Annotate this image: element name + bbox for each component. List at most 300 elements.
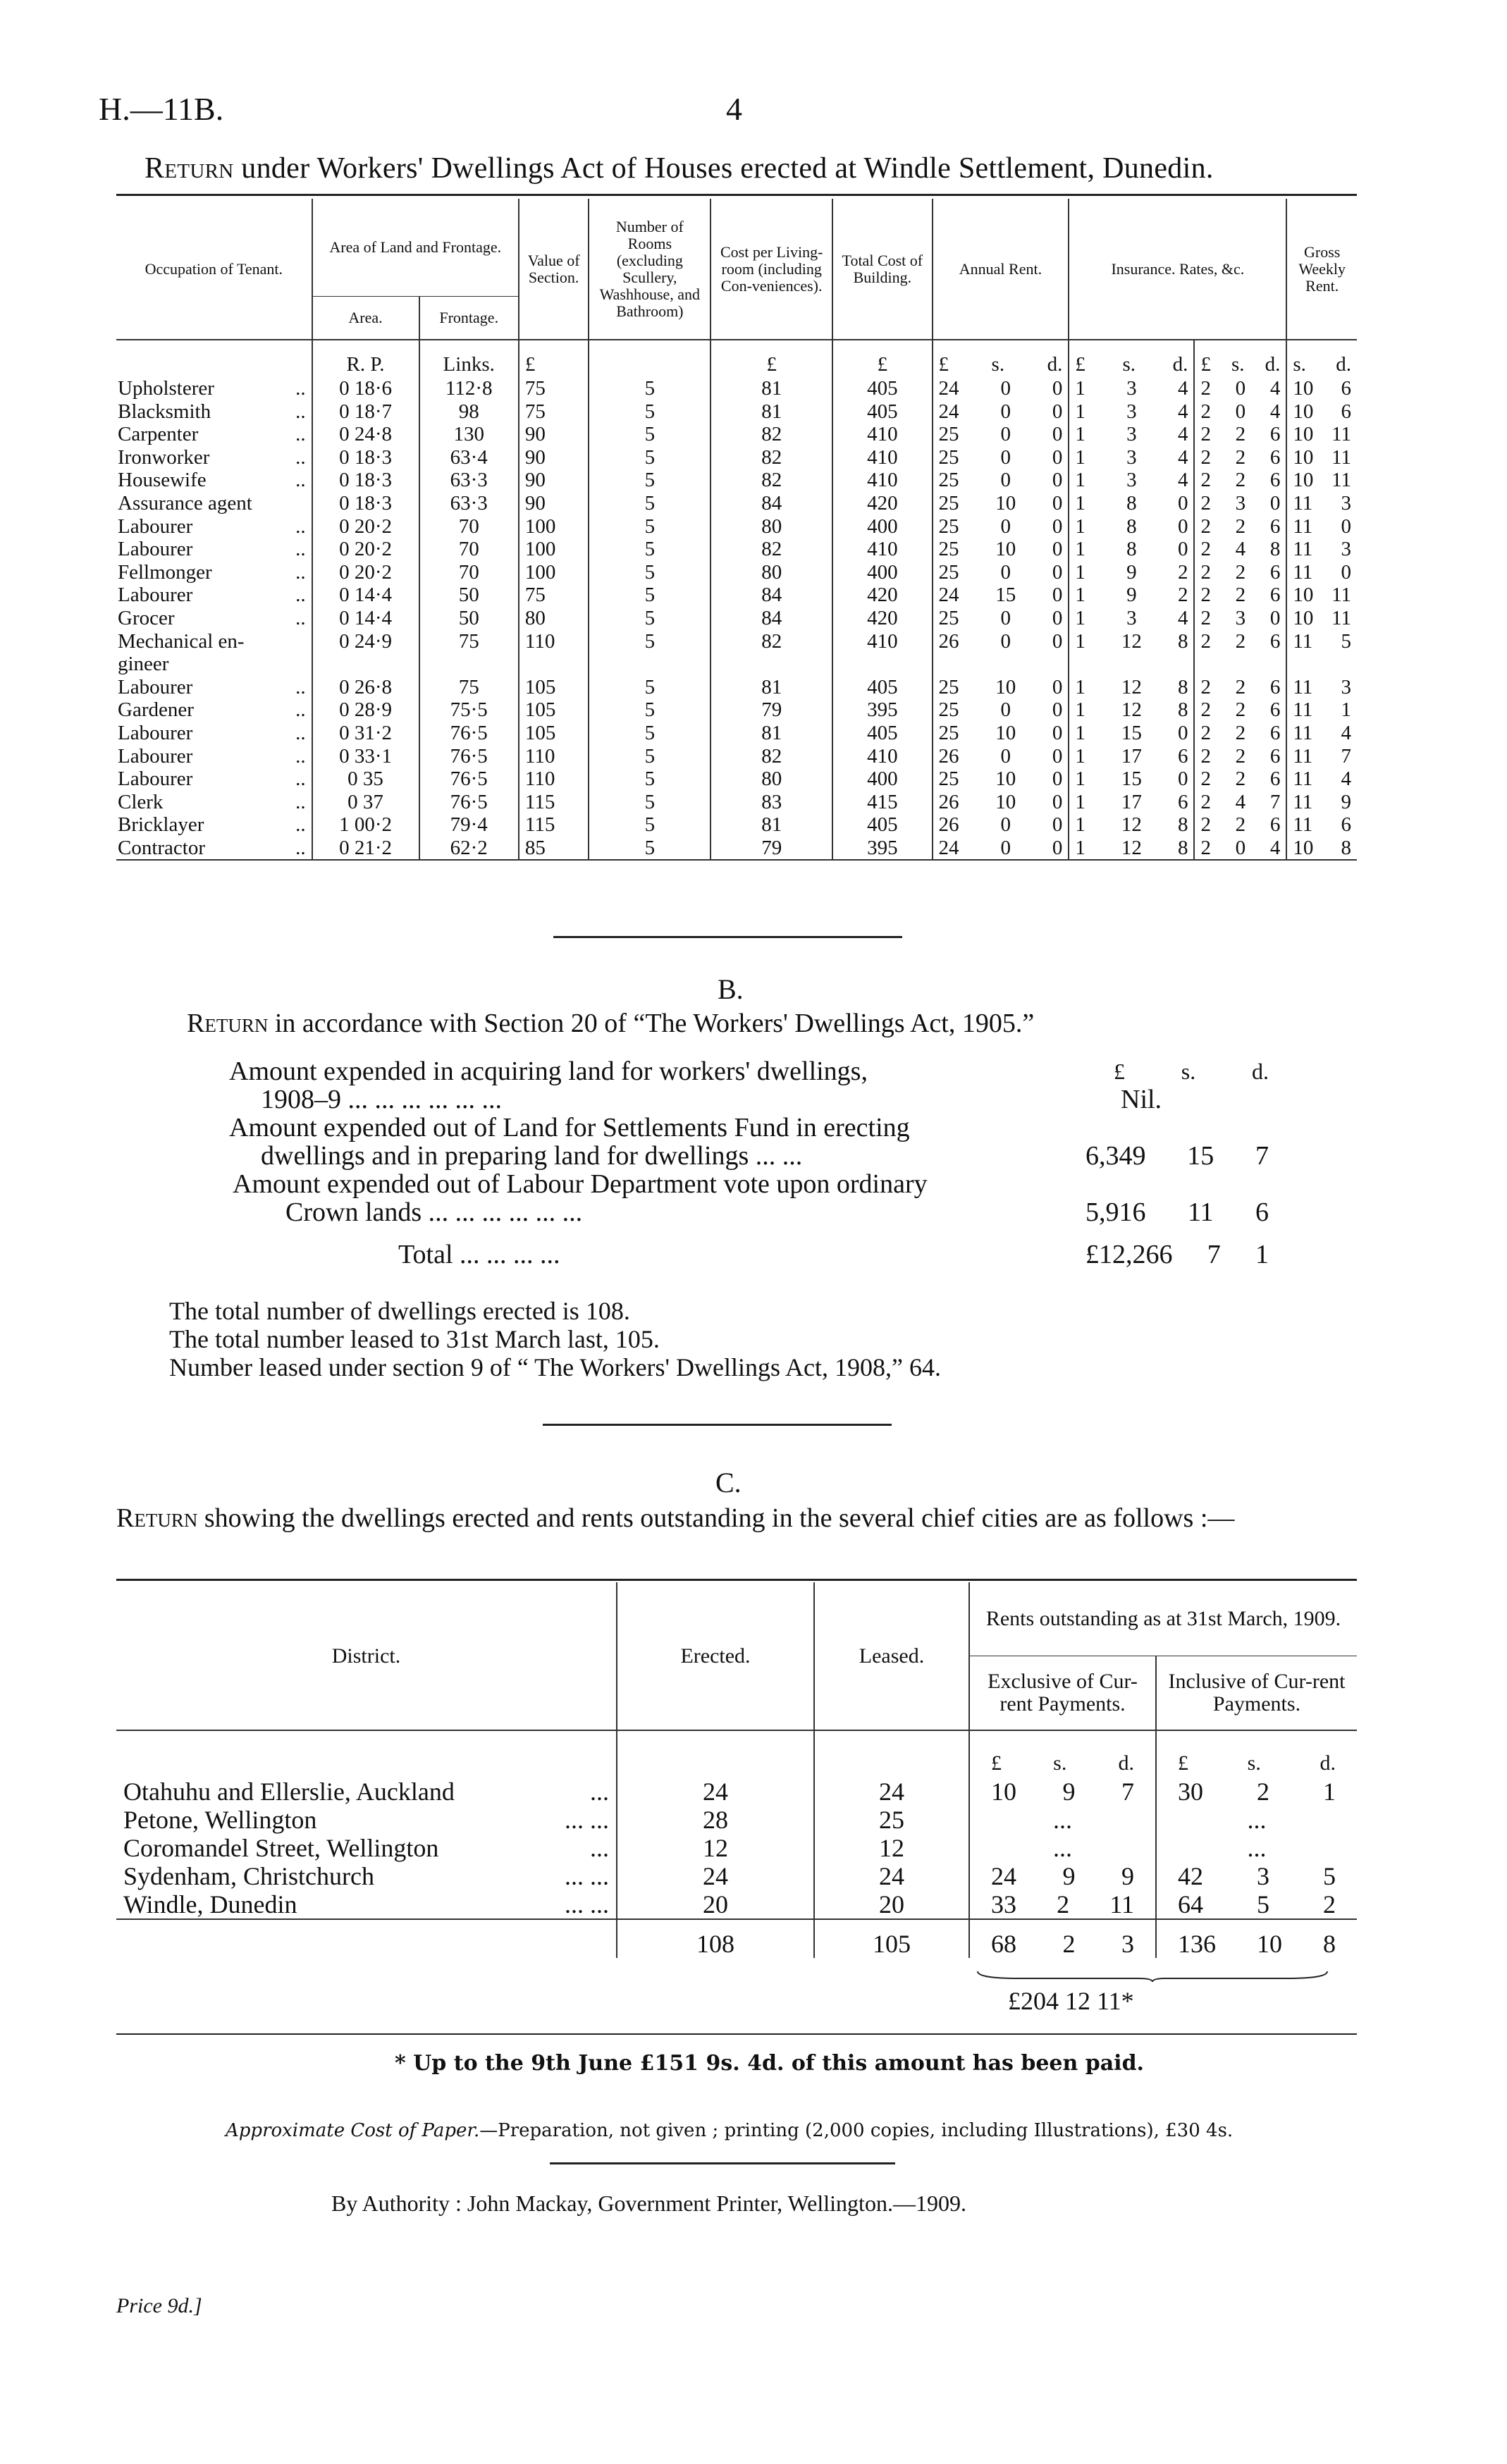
rent-part: 15 — [995, 584, 1016, 607]
ins-part: 12 — [1121, 629, 1142, 653]
ins-part: 2 — [1177, 560, 1188, 584]
rent-part: 0 — [1052, 400, 1063, 423]
rooms-cell: 5 — [589, 538, 711, 561]
total-cost-cell: 405 — [832, 377, 932, 400]
occupation: Labourer — [118, 675, 193, 698]
gross-part: 11 — [1293, 491, 1313, 515]
rates-part: 0 — [1235, 836, 1246, 859]
area-cell: 0 21·2 — [312, 837, 419, 861]
occupation: Clerk — [118, 790, 164, 813]
amount-part: 9 — [1062, 1862, 1076, 1890]
ins-part: 0 — [1177, 491, 1188, 515]
cost-cell: 80 — [711, 561, 832, 584]
table-row — [116, 377, 1357, 400]
exclusive-cell — [969, 1778, 1156, 1806]
occupation: Ironworker — [118, 445, 210, 469]
area-cell: 0 26·8 — [312, 676, 419, 699]
frontage-cell: 70 — [419, 515, 519, 538]
gross-part: 3 — [1341, 675, 1351, 698]
cost-cell: 84 — [711, 607, 832, 630]
rent-part: 0 — [1000, 400, 1011, 423]
cost-cell — [711, 653, 832, 676]
total-cost-cell: 410 — [832, 745, 932, 768]
rates-part: 2 — [1200, 790, 1211, 813]
rates-cell — [1194, 446, 1286, 469]
area-cell: 0 31·2 — [312, 722, 419, 745]
ins-part: 1 — [1075, 445, 1085, 469]
return-word: Return — [144, 152, 234, 185]
table-row — [116, 423, 1357, 446]
ins-part: 0 — [1177, 768, 1188, 791]
insurance-cell — [1069, 698, 1194, 722]
table-row — [116, 791, 1357, 814]
b-line3-pounds: 5,916 — [1085, 1197, 1146, 1227]
occupation-cell — [116, 584, 312, 607]
value-cell: 105 — [519, 722, 589, 745]
occupation-dots: .. — [295, 698, 306, 722]
gross-rent-cell — [1286, 745, 1357, 768]
rates-cell — [1194, 492, 1286, 515]
rent-part: 0 — [1000, 698, 1011, 722]
gross-part: 10 — [1293, 400, 1314, 423]
b-units — [1085, 1057, 1269, 1085]
value-cell: 75 — [519, 400, 589, 424]
ins-part: 8 — [1177, 629, 1188, 653]
area-cell: 0 20·2 — [312, 538, 419, 561]
rates-part: 6 — [1269, 560, 1281, 584]
price: Price 9d.] — [116, 2294, 202, 2317]
rates-part: 2 — [1200, 377, 1211, 400]
district-dots: ... — [590, 1834, 609, 1862]
occupation: Blacksmith — [118, 400, 211, 423]
occupation: Labourer — [118, 768, 193, 791]
occupation-cell — [116, 676, 312, 699]
rates-part: 0 — [1235, 377, 1246, 400]
section-c-title — [116, 1503, 1357, 1534]
frontage-cell: 76·5 — [419, 745, 519, 768]
b-line2-pence: 7 — [1255, 1141, 1269, 1171]
rent-part: 0 — [1052, 469, 1063, 492]
c-bottom-rule — [116, 2033, 1357, 2035]
gross-rent-cell — [1286, 768, 1357, 791]
header-annual-rent: Annual Rent. — [933, 199, 1069, 340]
ins-part: 1 — [1075, 606, 1085, 629]
b-line3-shillings: 11 — [1187, 1197, 1214, 1227]
rates-part: 2 — [1235, 721, 1246, 744]
rates-part: 2 — [1200, 836, 1211, 859]
rooms-cell: 5 — [589, 469, 711, 492]
rent-part: 10 — [995, 538, 1016, 561]
occupation-dots: .. — [295, 469, 306, 492]
ins-part: 1 — [1075, 675, 1085, 698]
rent-part: 10 — [995, 721, 1016, 744]
gross-rent-cell — [1286, 515, 1357, 538]
rent-part: 0 — [1000, 744, 1011, 768]
total-cost-cell: 400 — [832, 561, 932, 584]
unit-area: R. P. — [312, 340, 419, 377]
header-area-land: Area of Land and Frontage. — [312, 199, 519, 297]
exclusive-cell — [969, 1862, 1156, 1890]
exclusive-total — [969, 1919, 1156, 1958]
rent-part: 25 — [938, 721, 959, 744]
area-cell: 0 14·4 — [312, 584, 419, 607]
rent-part: 24 — [938, 836, 959, 859]
rates-part: 6 — [1269, 629, 1281, 653]
rent-part: 0 — [1052, 491, 1063, 515]
rent-part: 10 — [995, 790, 1016, 813]
rent-part: 0 — [1052, 445, 1063, 469]
rates-cell — [1194, 538, 1286, 561]
district-cell — [116, 1834, 617, 1862]
area-cell — [312, 653, 419, 676]
ins-part: 9 — [1126, 560, 1137, 584]
paper-cost-text: —Preparation, not given ; printing (2,000 copies, including Illustrations), £30 4s. — [479, 2120, 1234, 2141]
occupation-dots: .. — [295, 675, 306, 698]
rent-part: 10 — [995, 675, 1016, 698]
gross-part: 5 — [1341, 629, 1351, 653]
cost-cell: 82 — [711, 469, 832, 492]
ins-part: 17 — [1121, 744, 1142, 768]
occupation-cell — [116, 813, 312, 837]
rent-cell — [933, 768, 1069, 791]
exclusive-cell — [969, 1890, 1156, 1919]
value-cell: 110 — [519, 630, 589, 653]
gross-part: 10 — [1293, 469, 1314, 492]
rent-cell — [933, 377, 1069, 400]
occupation: Mechanical en- — [118, 629, 245, 653]
rent-cell — [933, 515, 1069, 538]
rates-cell — [1194, 607, 1286, 630]
total-cost-cell: 420 — [832, 584, 932, 607]
frontage-cell: 62·2 — [419, 837, 519, 861]
rent-part: 0 — [1052, 721, 1063, 744]
value-cell: 90 — [519, 469, 589, 492]
header-area: Area. — [312, 297, 419, 340]
inclusive-total — [1156, 1919, 1357, 1958]
gross-part: 7 — [1341, 744, 1351, 768]
district-row — [116, 1778, 1357, 1806]
amount-part: 8 — [1323, 1930, 1336, 1958]
erected-cell: 24 — [617, 1778, 814, 1806]
table-row — [116, 607, 1357, 630]
rates-part: 2 — [1200, 538, 1211, 561]
gross-rent-cell — [1286, 446, 1357, 469]
paper-cost-label: Approximate Cost of Paper. — [226, 2120, 480, 2141]
rooms-cell: 5 — [589, 584, 711, 607]
rates-cell — [1194, 837, 1286, 861]
ins-part: 6 — [1177, 790, 1188, 813]
rates-part: 2 — [1200, 400, 1211, 423]
gross-rent-cell — [1286, 676, 1357, 699]
amount-part: ... — [1053, 1806, 1072, 1834]
rates-part: 2 — [1235, 629, 1246, 653]
rates-part: 6 — [1269, 744, 1281, 768]
leased-cell: 25 — [814, 1806, 969, 1834]
value-cell: 90 — [519, 423, 589, 446]
b-total-pence: 1 — [1255, 1240, 1269, 1269]
c-top-rule — [116, 1579, 1357, 1581]
ins-part: 1 — [1075, 584, 1085, 607]
rent-part: 25 — [938, 768, 959, 791]
rooms-cell: 5 — [589, 423, 711, 446]
insurance-cell — [1069, 837, 1194, 861]
cost-cell: 83 — [711, 791, 832, 814]
area-cell: 0 18·3 — [312, 446, 419, 469]
cost-cell: 84 — [711, 584, 832, 607]
ins-part: 12 — [1121, 836, 1142, 859]
occupation: Upholsterer — [118, 377, 214, 400]
unit-rates-pence: d. — [1265, 353, 1281, 376]
rates-cell — [1194, 676, 1286, 699]
ins-part: 1 — [1075, 400, 1085, 423]
b-line2a: Amount expended out of Land for Settlements Fund in erecting — [229, 1113, 910, 1142]
rent-part: 0 — [1000, 606, 1011, 629]
ins-part: 4 — [1177, 469, 1188, 492]
rent-cell — [933, 492, 1069, 515]
value-cell: 115 — [519, 813, 589, 837]
frontage-cell: 76·5 — [419, 768, 519, 791]
rooms-cell: 5 — [589, 745, 711, 768]
gross-part: 6 — [1341, 377, 1351, 400]
section-c-letter: C. — [715, 1467, 742, 1498]
cost-cell: 82 — [711, 538, 832, 561]
amount-part: 136 — [1178, 1930, 1216, 1958]
insurance-cell — [1069, 538, 1194, 561]
area-cell: 0 35 — [312, 768, 419, 791]
occupation: Contractor — [118, 836, 206, 859]
rent-part: 0 — [1000, 813, 1011, 837]
gross-rent-cell — [1286, 791, 1357, 814]
frontage-cell: 75 — [419, 630, 519, 653]
rates-part: 0 — [1269, 491, 1281, 515]
rates-cell — [1194, 813, 1286, 837]
amount-part: 33 — [991, 1890, 1016, 1918]
rates-part: 2 — [1235, 584, 1246, 607]
rates-part: 2 — [1200, 744, 1211, 768]
district-dots: ... ... — [565, 1806, 609, 1834]
gross-part: 11 — [1293, 560, 1313, 584]
total-cost-cell: 405 — [832, 813, 932, 837]
frontage-cell: 50 — [419, 584, 519, 607]
occupation-dots: .. — [295, 768, 306, 791]
total-cost-cell: 400 — [832, 515, 932, 538]
header-insurance: Insurance. Rates, &c. — [1069, 199, 1286, 340]
ins-part: 12 — [1121, 698, 1142, 722]
district-cell — [116, 1778, 617, 1806]
b-line1-value: Nil. — [1121, 1085, 1162, 1114]
insurance-cell — [1069, 653, 1194, 676]
rent-cell — [933, 837, 1069, 861]
rates-part: 2 — [1200, 469, 1211, 492]
rates-part: 2 — [1235, 698, 1246, 722]
insurance-cell — [1069, 515, 1194, 538]
inclusive-cell — [1156, 1862, 1357, 1890]
rent-part: 10 — [995, 768, 1016, 791]
c-unit-incl-pence: d. — [1320, 1751, 1336, 1775]
gross-part: 11 — [1293, 515, 1313, 538]
rates-cell — [1194, 561, 1286, 584]
rent-part: 25 — [938, 606, 959, 629]
header-cost-room: Cost per Living-room (including Con-veniences). — [711, 199, 832, 340]
gross-part: 11 — [1293, 813, 1313, 837]
leased-cell: 24 — [814, 1778, 969, 1806]
occupation-dots: .. — [295, 584, 306, 607]
total-cost-cell: 395 — [832, 698, 932, 722]
rent-cell — [933, 423, 1069, 446]
gross-rent-cell — [1286, 538, 1357, 561]
b-line1-value-wrap — [1085, 1085, 1269, 1114]
rooms-cell: 5 — [589, 400, 711, 424]
erected-cell: 20 — [617, 1890, 814, 1919]
page-number: 4 — [726, 91, 742, 127]
rent-part: 0 — [1000, 445, 1011, 469]
rates-part: 6 — [1269, 423, 1281, 446]
total-cost-cell: 410 — [832, 446, 932, 469]
rates-cell — [1194, 630, 1286, 653]
occupation: Fellmonger — [118, 560, 212, 584]
rent-part: 25 — [938, 469, 959, 492]
header-total-cost: Total Cost of Building. — [832, 199, 932, 340]
ins-part: 3 — [1126, 423, 1137, 446]
rooms-cell: 5 — [589, 630, 711, 653]
insurance-cell — [1069, 492, 1194, 515]
insurance-cell — [1069, 584, 1194, 607]
district-row — [116, 1806, 1357, 1834]
rooms-cell: 5 — [589, 492, 711, 515]
frontage-cell: 76·5 — [419, 722, 519, 745]
rent-part: 26 — [938, 744, 959, 768]
rent-part: 26 — [938, 813, 959, 837]
table-row — [116, 676, 1357, 699]
amount-part: 10 — [991, 1778, 1016, 1806]
header-gross-rent: Gross Weekly Rent. — [1298, 242, 1346, 295]
ins-part: 8 — [1177, 813, 1188, 837]
district-dots: ... — [590, 1778, 609, 1806]
occupation-cell — [116, 377, 312, 400]
header-frontage: Frontage. — [419, 297, 519, 340]
header-exclusive: Exclusive of Cur-rent Payments. — [969, 1656, 1156, 1731]
rent-part: 0 — [1052, 675, 1063, 698]
unit-cost: £ — [711, 340, 832, 377]
rent-part: 24 — [938, 377, 959, 400]
rooms-cell — [589, 653, 711, 676]
rates-cell — [1194, 722, 1286, 745]
section-a-title-text: under Workers' Dwellings Act of Houses erected at Windle Settlement, Dunedin. — [233, 152, 1214, 185]
value-cell: 80 — [519, 607, 589, 630]
gross-rent-cell — [1286, 698, 1357, 722]
unit-rates-shillings: s. — [1231, 353, 1245, 376]
table-row — [116, 400, 1357, 424]
ins-part: 3 — [1126, 400, 1137, 423]
gross-rent-cell — [1286, 469, 1357, 492]
amount-part: 1 — [1323, 1778, 1336, 1806]
occupation-dots: .. — [295, 813, 306, 837]
rates-part: 2 — [1200, 768, 1211, 791]
rates-part: 6 — [1269, 584, 1281, 607]
value-cell: 90 — [519, 492, 589, 515]
top-rule — [116, 194, 1357, 196]
table-row — [116, 446, 1357, 469]
rent-part: 26 — [938, 629, 959, 653]
occupation-dots: .. — [295, 560, 306, 584]
occupation-cell — [116, 837, 312, 861]
rates-cell — [1194, 584, 1286, 607]
rent-part: 0 — [1052, 377, 1063, 400]
cost-cell: 79 — [711, 837, 832, 861]
ins-part: 4 — [1177, 606, 1188, 629]
houses-table — [116, 199, 1357, 861]
erected-total: 108 — [617, 1919, 814, 1958]
gross-part: 1 — [1341, 698, 1351, 722]
ins-part: 4 — [1177, 377, 1188, 400]
rent-part: 0 — [1052, 538, 1063, 561]
value-cell: 75 — [519, 377, 589, 400]
gross-part: 11 — [1293, 768, 1313, 791]
frontage-cell: 63·3 — [419, 492, 519, 515]
insurance-cell — [1069, 791, 1194, 814]
rates-part: 4 — [1269, 377, 1281, 400]
rates-part: 3 — [1235, 606, 1246, 629]
c-unit-incl-pounds: £ — [1178, 1751, 1188, 1775]
occupation-cell — [116, 446, 312, 469]
rates-part: 4 — [1235, 538, 1246, 561]
c-unit-incl-shillings: s. — [1247, 1751, 1261, 1775]
gross-rent-cell — [1286, 813, 1357, 837]
b-notes — [169, 1297, 941, 1381]
value-cell: 100 — [519, 538, 589, 561]
occupation: Labourer — [118, 515, 193, 538]
header-district: District. — [116, 1582, 617, 1730]
rent-cell — [933, 722, 1069, 745]
b-line2-value — [1085, 1142, 1269, 1170]
cost-cell: 82 — [711, 630, 832, 653]
occupation: Labourer — [118, 584, 193, 607]
total-cost-cell: 405 — [832, 676, 932, 699]
rooms-cell: 5 — [589, 515, 711, 538]
rates-part: 2 — [1200, 698, 1211, 722]
frontage-cell: 79·4 — [419, 813, 519, 837]
ins-part: 1 — [1075, 698, 1085, 722]
frontage-cell: 98 — [419, 400, 519, 424]
district-dots: ... ... — [565, 1862, 609, 1890]
rates-cell — [1194, 791, 1286, 814]
erected-cell: 24 — [617, 1862, 814, 1890]
cost-cell: 81 — [711, 722, 832, 745]
occupation: gineer — [118, 653, 169, 676]
rates-part: 2 — [1200, 491, 1211, 515]
frontage-cell: 76·5 — [419, 791, 519, 814]
rent-part: 0 — [1052, 560, 1063, 584]
unit-rent-pounds: £ — [938, 353, 949, 376]
insurance-cell — [1069, 676, 1194, 699]
erected-cell: 12 — [617, 1834, 814, 1862]
rent-part: 26 — [938, 790, 959, 813]
district-cell — [116, 1806, 617, 1834]
area-cell: 0 24·9 — [312, 630, 419, 653]
total-cost-cell: 405 — [832, 400, 932, 424]
gross-part: 6 — [1341, 813, 1351, 837]
header-leased: Leased. — [814, 1582, 969, 1730]
b-line1a: Amount expended in acquiring land for workers' dwellings, — [229, 1057, 868, 1086]
frontage-cell: 75·5 — [419, 698, 519, 722]
rates-part: 6 — [1269, 768, 1281, 791]
rates-cell — [1194, 400, 1286, 424]
gross-rent-cell — [1286, 423, 1357, 446]
total-cost-cell: 415 — [832, 791, 932, 814]
ins-part: 12 — [1121, 675, 1142, 698]
b-unit-pounds: £ — [1114, 1059, 1125, 1084]
gross-part: 11 — [1293, 629, 1313, 653]
